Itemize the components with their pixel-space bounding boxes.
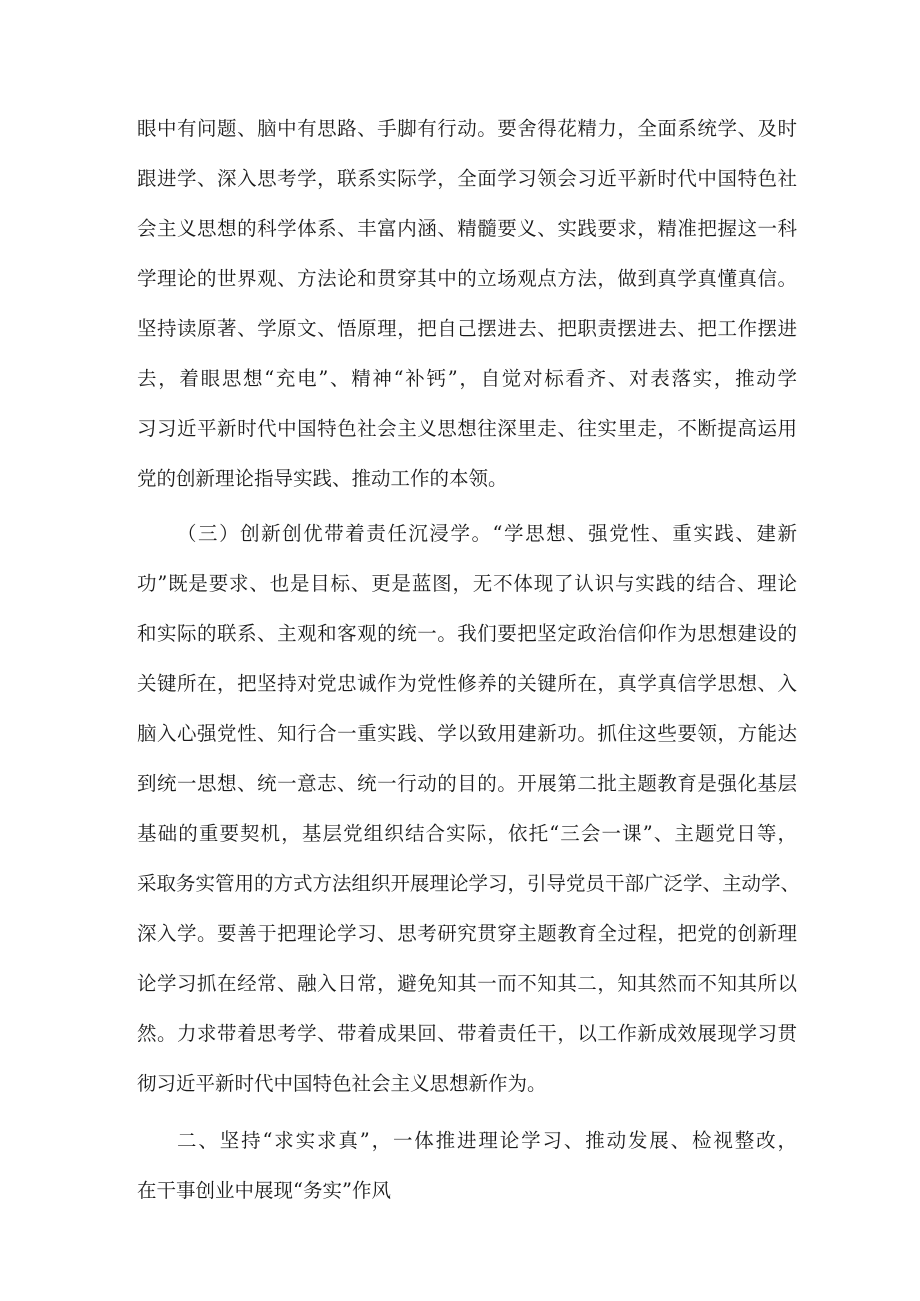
paragraph-line: 基础的重要契机，基层党组织结合实际，依托“三会一课”、主题党日等， xyxy=(137,822,797,845)
heading-line: 二、坚持“求实求真”，一体推进理论学习、推动发展、检视整改， xyxy=(177,1129,797,1152)
paragraph-line: （三）创新创优带着责任沉浸学。“学思想、强党性、重实践、建新 xyxy=(177,522,797,545)
paragraph-line: 深入学。要善于把理论学习、思考研究贯穿主题教育全过程，把党的创新理 xyxy=(137,922,797,945)
paragraph-line: 彻习近平新时代中国特色社会主义思想新作为。 xyxy=(137,1072,547,1095)
paragraph-line: 习习近平新时代中国特色社会主义思想往深里走、往实里走，不断提高运用 xyxy=(137,417,797,440)
paragraph-line: 脑入心强党性、知行合一重实践、学以致用建新功。抓住这些要领，方能达 xyxy=(137,722,797,745)
paragraph-line: 党的创新理论指导实践、推动工作的本领。 xyxy=(137,467,508,490)
paragraph-line: 然。力求带着思考学、带着成果回、带着责任干，以工作新成效展现学习贯 xyxy=(137,1022,797,1045)
paragraph-line: 和实际的联系、主观和客观的统一。我们要把坚定政治信仰作为思想建设的 xyxy=(137,622,797,645)
paragraph-line: 学理论的世界观、方法论和贯穿其中的立场观点方法，做到真学真懂真信。 xyxy=(137,267,797,290)
paragraph-line: 关键所在，把坚持对党忠诚作为党性修养的关键所在，真学真信学思想、入 xyxy=(137,672,797,695)
paragraph-line: 会主义思想的科学体系、丰富内涵、精髓要义、实践要求，精准把握这一科 xyxy=(137,217,797,240)
paragraph-line: 论学习抓在经常、融入日常，避免知其一而不知其二，知其然而不知其所以 xyxy=(137,972,797,995)
paragraph-line: 眼中有问题、脑中有思路、手脚有行动。要舍得花精力，全面系统学、及时 xyxy=(137,117,797,140)
paragraph-line: 采取务实管用的方式方法组织开展理论学习，引导党员干部广泛学、主动学、 xyxy=(137,872,801,895)
paragraph-line: 功”既是要求、也是目标、更是蓝图，无不体现了认识与实践的结合、理论 xyxy=(137,572,797,595)
paragraph-line: 去，着眼思想“充电”、精神“补钙”，自觉对标看齐、对表落实，推动学 xyxy=(137,367,797,390)
heading-line: 在干事创业中展现“务实”作风 xyxy=(137,1179,391,1202)
paragraph-line: 坚持读原著、学原文、悟原理，把自己摆进去、把职责摆进去、把工作摆进 xyxy=(137,317,797,340)
paragraph-line: 跟进学、深入思考学，联系实际学，全面学习领会习近平新时代中国特色社 xyxy=(137,167,797,190)
paragraph-line: 到统一思想、统一意志、统一行动的目的。开展第二批主题教育是强化基层 xyxy=(137,772,797,795)
